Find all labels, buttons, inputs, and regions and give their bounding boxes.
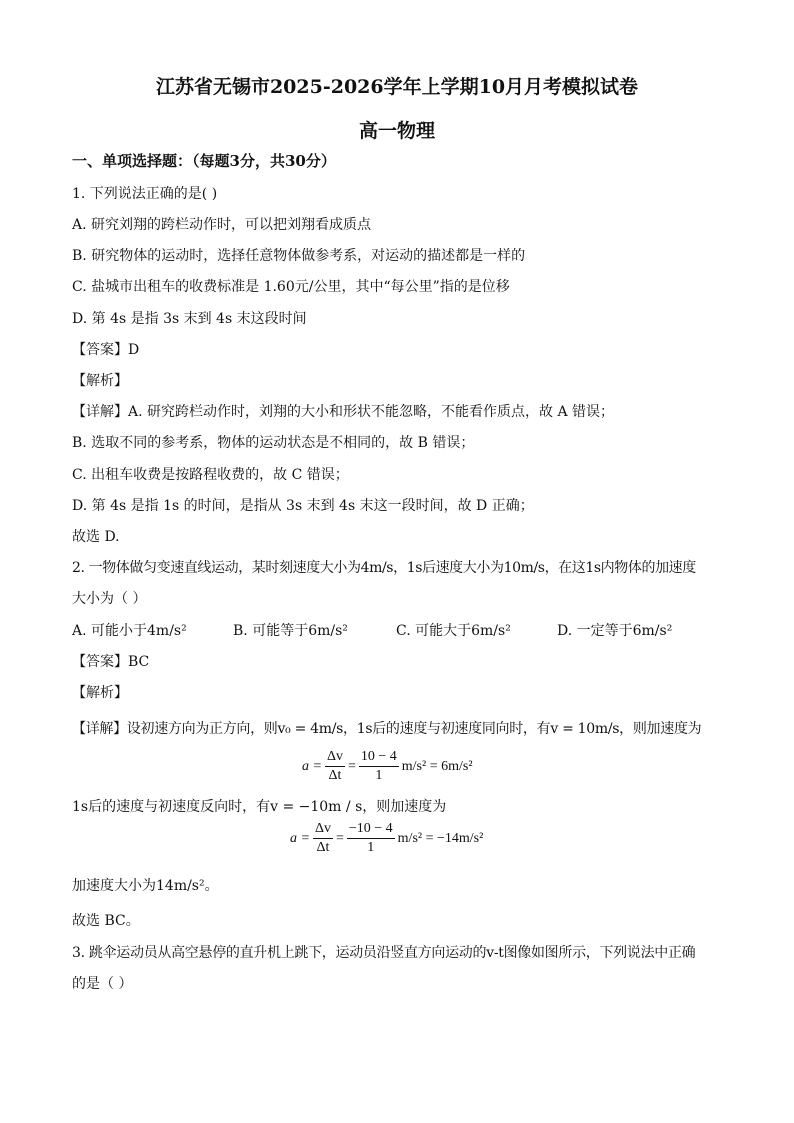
- eq1-num1: Δv: [325, 748, 345, 767]
- q1-detail-b: B. 选取不同的参考系，物体的运动状态是不相同的，故 B 错误；: [72, 435, 475, 451]
- q1-option-d: D. 第 4s 是指 3s 末到 4s 末这段时间: [72, 311, 307, 327]
- page-subtitle: 高一物理: [358, 120, 435, 142]
- q1-analysis: 【解析】: [72, 373, 128, 389]
- eq1-num2: 10 − 4: [359, 748, 399, 767]
- eq2-den1: Δt: [316, 840, 330, 855]
- eq1-equals: =: [347, 758, 356, 774]
- q2-analysis: 【解析】: [72, 685, 128, 701]
- eq1-den2: 1: [375, 768, 383, 783]
- q1-answer: 【答案】D: [72, 342, 140, 358]
- q2-detail-2: 1s后的速度与初速度反向时，有v = −10m / s，则加速度为: [72, 799, 447, 815]
- q2-option-a: A. 可能小于4m/s²: [72, 623, 187, 639]
- q2-detail-3: 加速度大小为14m/s²。: [72, 878, 219, 894]
- eq2-den2: 1: [367, 840, 375, 855]
- q1-option-b: B. 研究物体的运动时，选择任意物体做参考系，对运动的描述都是一样的: [72, 248, 526, 264]
- q1-stem: 1. 下列说法正确的是( ): [72, 186, 218, 202]
- q2-option-d: D. 一定等于6m/s²: [557, 623, 673, 639]
- q1-detail-a: 【详解】A. 研究跨栏动作时，刘翔的大小和形状不能忽略，不能看作质点，故 A 错误；: [72, 404, 615, 420]
- q2-option-b: B. 可能等于6m/s²: [233, 623, 348, 639]
- q2-equation-1: [302, 748, 473, 785]
- eq1-den1: Δt: [328, 768, 342, 783]
- eq2-num2: −10 − 4: [347, 820, 395, 839]
- q2-conclusion: 故选 BC。: [72, 913, 140, 929]
- section-heading: 一、单项选择题：（每题3分，共30分）: [72, 152, 336, 170]
- q2-answer: 【答案】BC: [72, 654, 150, 670]
- eq2-lhs: a =: [290, 830, 310, 846]
- q2-stem-line2: 大小为（ ）: [72, 591, 147, 607]
- q3-stem-line1: 3. 跳伞运动员从高空悬停的直升机上跳下，运动员沿竖直方向运动的v-t图像如图所示，下列说法中正确: [72, 945, 696, 961]
- q3-stem-line2: 的是（ ）: [72, 976, 133, 992]
- q2-stem-line1: 2. 一物体做匀变速直线运动，某时刻速度大小为4m/s，1s后速度大小为10m/s，在这1s内物体的加速度: [72, 560, 696, 576]
- q2-detail-1: 【详解】设初速方向为正方向，则v₀ = 4m/s，1s后的速度与初速度同向时，有v = 10m/s，则加速度为: [72, 721, 702, 737]
- eq1-rhs: m/s² = 6m/s²: [401, 758, 473, 774]
- eq2-fraction-1: [313, 820, 333, 857]
- page-title: 江苏省无锡市2025-2026学年上学期10月月考模拟试卷: [155, 76, 639, 98]
- q1-detail-c: C. 出租车收费是按路程收费的，故 C 错误；: [72, 467, 349, 483]
- q1-conclusion: 故选 D.: [72, 529, 120, 545]
- q1-option-c: C. 盐城市出租车的收费标准是 1.60元/公里，其中“每公里”指的是位移: [72, 279, 510, 295]
- q1-detail-d: D. 第 4s 是指 1s 的时间，是指从 3s 末到 4s 末这一段时间，故 D 正确；: [72, 498, 534, 514]
- q1-option-a: A. 研究刘翔的跨栏动作时，可以把刘翔看成质点: [72, 217, 372, 233]
- eq1-fraction-1: [325, 748, 345, 785]
- eq1-fraction-2: [359, 748, 399, 785]
- eq2-rhs: m/s² = −14m/s²: [397, 830, 484, 846]
- eq2-equals: =: [335, 830, 344, 846]
- eq2-num1: Δv: [313, 820, 333, 839]
- eq1-lhs: a =: [302, 758, 322, 774]
- eq2-fraction-2: [347, 820, 395, 857]
- q2-option-c: C. 可能大于6m/s²: [396, 623, 511, 639]
- q2-equation-2: [290, 820, 483, 857]
